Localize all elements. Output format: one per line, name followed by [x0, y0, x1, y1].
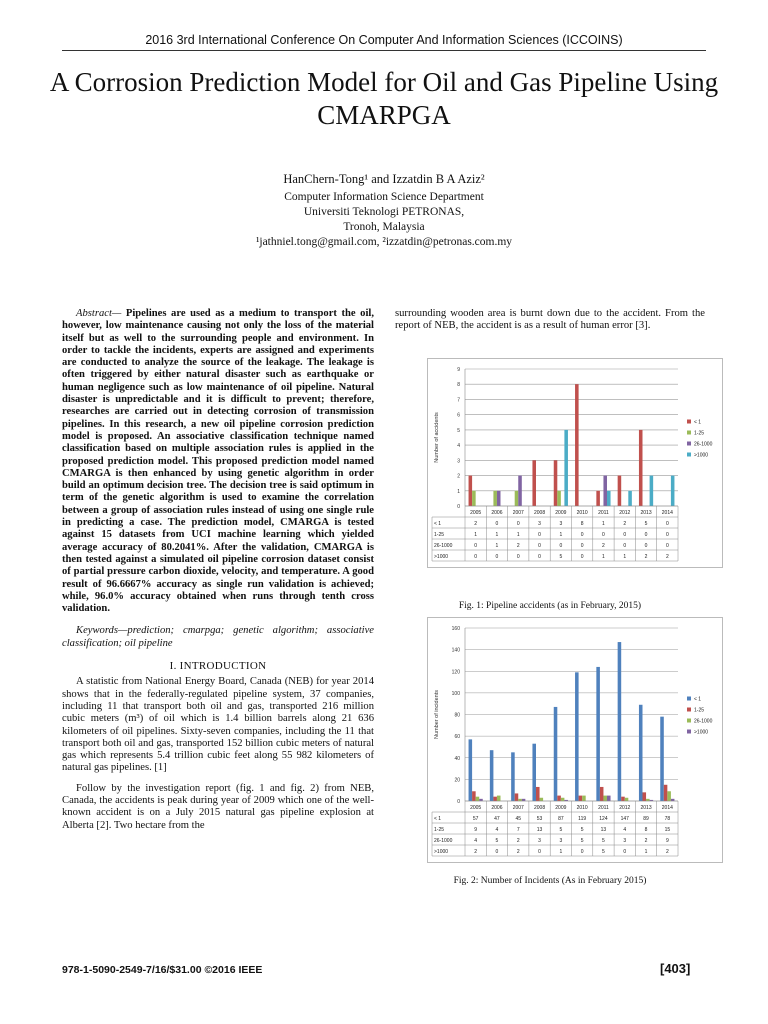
authors: HanChern-Tong¹ and Izzatdin B A Aziz² — [283, 172, 485, 186]
table-cell: 2 — [665, 849, 669, 855]
bar-261000 — [540, 798, 544, 801]
y-axis-label: Number of accidents — [434, 412, 440, 463]
bar-1 — [532, 744, 536, 801]
table-cell: 1 — [495, 543, 499, 549]
bar-125 — [557, 796, 561, 801]
keywords: Keywords—prediction; cmarpga; genetic algorithm; associative classification; oil pipeline — [62, 625, 374, 649]
table-cell: 78 — [664, 816, 671, 822]
table-cell: 89 — [643, 816, 649, 822]
bar-125 — [493, 797, 497, 801]
x-category-label: 2013 — [640, 805, 652, 811]
table-cell: 2 — [516, 849, 520, 855]
y-tick-label: 40 — [454, 755, 460, 762]
bar-125 — [664, 785, 668, 801]
paper-title: A Corrosion Prediction Model for Oil and Gas Pipeline Using CMARPGA — [49, 67, 719, 130]
table-cell: 5 — [580, 838, 584, 844]
x-category-label: 2008 — [533, 510, 546, 516]
y-tick-label: 160 — [451, 626, 460, 632]
y-tick-label: 0 — [457, 504, 460, 510]
bar-125 — [515, 793, 519, 801]
bar-1 — [639, 430, 643, 506]
x-category-label: 2011 — [598, 805, 609, 811]
bar-1 — [554, 460, 558, 506]
x-category-label: 2005 — [470, 805, 482, 811]
bar-1000 — [671, 476, 675, 506]
table-cell: 57 — [472, 816, 479, 822]
bar-1000 — [607, 491, 611, 506]
y-axis-label: Number of incidents — [434, 690, 440, 739]
table-cell: 1 — [602, 521, 605, 527]
table-cell: 1 — [559, 849, 563, 855]
table-cell: 2 — [474, 849, 478, 855]
table-cell: 0 — [538, 543, 541, 549]
bar-1 — [660, 717, 664, 801]
bar-125 — [493, 491, 497, 506]
bar-261000 — [561, 798, 565, 801]
y-tick-label: 8 — [457, 382, 460, 389]
table-cell: 5 — [559, 827, 563, 833]
x-category-label: 2005 — [470, 510, 482, 516]
y-tick-label: 1 — [457, 488, 460, 495]
legend-label: 1-25 — [694, 707, 705, 714]
table-cell: 0 — [538, 849, 541, 855]
x-category-label: 2008 — [533, 805, 546, 811]
body-paragraph: Follow by the investigation report (fig. 1 and fig. 2) from NEB, Canada, the accidents is peak during year of 2009 which one of the well-known accident is on a July 2015 natural gas pipeline explosion at Alberta [2]. Two hectare from the — [62, 782, 374, 831]
bar-1 — [469, 739, 473, 801]
legend-label: < 1 — [694, 696, 702, 703]
bar-1000 — [650, 476, 654, 506]
y-tick-label: 6 — [457, 412, 460, 419]
y-tick-label: 9 — [457, 367, 460, 373]
bar-261000 — [518, 476, 522, 506]
bar-1000 — [522, 799, 526, 801]
table-cell: 45 — [515, 816, 522, 822]
bar-1 — [618, 642, 622, 801]
bar-261000 — [476, 797, 480, 801]
table-cell: 3 — [538, 838, 541, 844]
legend-swatch — [687, 697, 691, 701]
bar-1 — [639, 705, 643, 801]
table-cell: 2 — [644, 554, 648, 560]
table-cell: 1 — [516, 532, 520, 538]
table-cell: 0 — [580, 532, 584, 538]
bar-125 — [557, 491, 561, 506]
bar-1 — [532, 460, 536, 506]
table-cell: 0 — [474, 554, 478, 560]
y-tick-label: 7 — [457, 397, 460, 404]
legend-label: 26-1000 — [694, 718, 713, 725]
page-number: [403] — [660, 961, 691, 976]
bar-261000 — [603, 476, 607, 506]
x-category-label: 2014 — [661, 510, 673, 516]
table-cell: 0 — [644, 543, 648, 549]
table-cell: 4 — [474, 838, 478, 844]
table-cell: 5 — [495, 838, 499, 844]
table-cell: 3 — [538, 521, 541, 527]
table-row-label: >1000 — [434, 554, 449, 560]
right-column — [395, 308, 705, 333]
table-cell: 5 — [602, 849, 605, 855]
legend-label: 26-1000 — [694, 441, 713, 448]
bar-1000 — [607, 796, 611, 801]
bar-261000 — [625, 798, 629, 801]
legend-swatch — [687, 719, 691, 723]
y-tick-label: 20 — [454, 777, 460, 784]
table-cell: 47 — [494, 816, 500, 822]
abstract-label: Abstract— — [76, 308, 122, 319]
bar-261000 — [497, 796, 501, 801]
table-cell: 2 — [516, 543, 520, 549]
table-cell: 3 — [559, 838, 563, 844]
table-cell: 0 — [516, 521, 520, 527]
table-cell: 0 — [580, 554, 584, 560]
table-cell: 1 — [495, 532, 499, 538]
table-cell: 5 — [559, 554, 563, 560]
y-tick-label: 120 — [451, 669, 460, 676]
table-row-label: < 1 — [434, 521, 442, 527]
footer-isbn: 978-1-5090-2549-7/16/$31.00 ©2016 IEEE — [62, 964, 263, 976]
x-category-label: 2007 — [512, 805, 524, 811]
table-cell: 5 — [580, 827, 584, 833]
x-category-label: 2012 — [619, 805, 631, 811]
bar-1 — [575, 384, 579, 506]
table-cell: 0 — [516, 554, 520, 560]
figure-2-caption: Fig. 2: Number of Incidents (As in February 2015) — [453, 876, 647, 886]
table-cell: 0 — [538, 554, 541, 560]
x-category-label: 2006 — [491, 510, 503, 516]
x-category-label: 2011 — [598, 510, 609, 516]
table-cell: 0 — [474, 543, 478, 549]
x-category-label: 2012 — [619, 510, 631, 516]
figure-2-chart — [427, 617, 723, 863]
x-category-label: 2013 — [640, 510, 652, 516]
table-cell: 0 — [665, 532, 669, 538]
table-cell: 1 — [602, 554, 605, 560]
table-cell: 5 — [602, 838, 605, 844]
y-tick-label: 2 — [457, 473, 460, 480]
legend-swatch — [687, 420, 691, 424]
abstract-text: Pipelines are used as a medium to transport the oil, however, low maintenance causing not only the loss of the material itself but as well to the surrounding people and environment. In order to tackle the incidents, experts are assigned and experiments are conducted to analyze the source of the leakage. The leakage is often triggered by either natural disaster such as earthquake or human negligence such as low maintenance of oil pipeline. Natural disaster is unpredictable and it is difficult to prevent; therefore, researches are carried out in detecting corrosion of transmission pipelines. In this research, a new oil pipeline corrosion prediction model is proposed. An associative classification technique named classification based on multiple association rules is applied in the proposed prediction model. This proposed prediction model named CMARGA is then enhanced by using genetic algorithm in order build an optimum decision tree. The decision tree is said optimum in term of the genetic algorithm is used to examine the correlation between a group of association rules instead of using one single rule in predicting a case. The prediction model, CMARGA is tested against 15 datasets from UCI machine learning which yielded average accuracy of 80.2041%. After the validation, CMARGA is then tested against a simulated oil pipeline corrosion dataset consist of partial pressure carbon dioxide, velocity, and temperature. A good result of 96.6667% accuracy as single run validation is achieved; while, 96.0% accuracy obtained when runs through tenth cross validation. — [62, 308, 374, 615]
table-row-label: 26-1000 — [434, 838, 453, 844]
bar-125 — [515, 491, 519, 506]
table-row-label: < 1 — [434, 816, 442, 822]
bar-261000 — [518, 799, 522, 801]
bar-261000 — [667, 791, 671, 801]
table-cell: 124 — [599, 816, 608, 822]
table-row-label: 26-1000 — [434, 543, 453, 549]
table-cell: 9 — [665, 838, 669, 844]
table-cell: 0 — [644, 532, 648, 538]
affiliation-line: Universiti Teknologi PETRONAS, — [303, 206, 465, 218]
x-category-label: 2006 — [491, 805, 503, 811]
left-column — [62, 308, 374, 840]
table-row-label: >1000 — [434, 849, 449, 855]
legend-swatch — [687, 442, 691, 446]
table-cell: 87 — [558, 816, 564, 822]
bar-261000 — [582, 796, 586, 801]
bar-1 — [469, 476, 473, 506]
table-row-label: 1-25 — [434, 532, 445, 538]
body-paragraph: A statistic from National Energy Board, Canada (NEB) for year 2014 shows that in the federally-regulated pipeline system, 37 companies, including 11 that transport both oil and gas, transported 216 million cubic meters (m³) of oil which is 1.4 billion barrels along 21 636 kilometers of oil pipelines. Sixty-seven companies, including the 11 that transport both oil and gas, transported 152 billion cubic meters of natural gas which represents 5.4 trillion cubic feet along 55 982 kilometers of natural gas pipelines. [1] — [62, 676, 374, 774]
x-category-label: 2009 — [555, 510, 567, 516]
legend-label: < 1 — [694, 419, 702, 426]
table-cell: 0 — [665, 521, 669, 527]
x-category-label: 2010 — [576, 510, 588, 516]
bar-125 — [579, 796, 583, 801]
table-cell: 9 — [474, 827, 478, 833]
y-tick-label: 80 — [454, 712, 460, 719]
table-cell: 2 — [516, 838, 520, 844]
table-cell: 13 — [536, 827, 543, 833]
y-tick-label: 140 — [451, 647, 460, 654]
table-cell: 0 — [580, 543, 584, 549]
table-cell: 0 — [559, 543, 563, 549]
affiliation-line: Tronoh, Malaysia — [343, 221, 425, 233]
table-cell: 5 — [644, 521, 648, 527]
bar-1000 — [564, 430, 568, 506]
table-cell: 4 — [623, 827, 627, 833]
table-cell: 0 — [495, 849, 499, 855]
table-cell: 1 — [474, 532, 478, 538]
bar-261000 — [646, 799, 650, 801]
table-cell: 0 — [623, 849, 627, 855]
affiliation-line: Computer Information Science Department — [284, 191, 484, 203]
bar-1 — [596, 667, 600, 801]
table-cell: 2 — [644, 838, 648, 844]
y-tick-label: 4 — [457, 443, 460, 450]
legend-label: >1000 — [694, 729, 709, 736]
y-tick-label: 100 — [451, 690, 460, 697]
table-cell: 0 — [538, 532, 541, 538]
legend-swatch — [687, 453, 691, 457]
table-cell: 8 — [644, 827, 648, 833]
bar-125 — [621, 797, 625, 801]
table-cell: 8 — [580, 521, 584, 527]
bar-1000 — [671, 799, 675, 801]
figure-1-caption: Fig. 1: Pipeline accidents (as in February, 2015) — [458, 601, 642, 611]
table-cell: 2 — [665, 554, 669, 560]
table-cell: 0 — [665, 543, 669, 549]
table-cell: 3 — [559, 521, 563, 527]
bar-1 — [490, 750, 494, 801]
y-tick-label: 5 — [457, 427, 460, 434]
author-block — [0, 172, 768, 250]
table-cell: 119 — [578, 816, 587, 822]
bar-1 — [575, 672, 579, 801]
table-cell: 0 — [623, 532, 627, 538]
table-cell: 15 — [664, 827, 671, 833]
bar-261000 — [497, 491, 501, 506]
table-cell: 0 — [580, 849, 584, 855]
table-cell: 1 — [559, 532, 563, 538]
table-row-label: 1-25 — [434, 827, 445, 833]
body-paragraph: surrounding wooden area is burnt down due to the accident. From the report of NEB, the accident is as a result of human error [3]. — [395, 308, 705, 332]
table-cell: 7 — [516, 827, 520, 833]
bar-125 — [472, 491, 476, 506]
table-cell: 1 — [644, 849, 648, 855]
legend-swatch — [687, 730, 691, 734]
abstract — [62, 308, 374, 615]
table-cell: 2 — [623, 521, 627, 527]
legend-swatch — [687, 431, 691, 435]
bar-125 — [536, 787, 540, 801]
bar-1 — [554, 707, 558, 801]
table-cell: 0 — [495, 521, 499, 527]
legend-label: 1-25 — [694, 430, 705, 437]
x-category-label: 2009 — [555, 805, 567, 811]
legend-swatch — [687, 708, 691, 712]
y-tick-label: 0 — [457, 799, 460, 805]
table-cell: 2 — [474, 521, 478, 527]
table-cell: 1 — [623, 554, 627, 560]
bar-1 — [618, 476, 622, 506]
x-category-label: 2007 — [512, 510, 524, 516]
table-cell: 53 — [536, 816, 543, 822]
bar-1000 — [628, 491, 632, 506]
legend-label: >1000 — [694, 452, 709, 459]
bar-125 — [643, 792, 647, 801]
table-cell: 13 — [600, 827, 607, 833]
table-cell: 147 — [620, 816, 629, 822]
x-category-label: 2010 — [576, 805, 588, 811]
table-cell: 4 — [495, 827, 499, 833]
table-cell: 0 — [495, 554, 499, 560]
header-rule — [62, 50, 706, 51]
y-tick-label: 3 — [457, 458, 460, 465]
bar-1 — [511, 752, 515, 801]
section-heading: I. INTRODUCTION — [169, 660, 267, 673]
table-cell: 0 — [602, 532, 605, 538]
bar-1000 — [479, 799, 483, 801]
conference-header: 2016 3rd International Conference On Computer And Information Sciences (ICCOINS) — [145, 33, 623, 47]
bar-1 — [596, 491, 600, 506]
bar-125 — [600, 787, 604, 801]
x-category-label: 2014 — [661, 805, 673, 811]
table-cell: 3 — [623, 838, 627, 844]
bar-261000 — [603, 796, 607, 801]
table-cell: 0 — [623, 543, 627, 549]
table-cell: 2 — [602, 543, 605, 549]
bar-125 — [472, 791, 476, 801]
y-tick-label: 60 — [454, 734, 460, 741]
author-emails: ¹jathniel.tong@gmail.com, ²izzatdin@petronas.com.my — [255, 236, 513, 248]
figure-1-chart — [427, 358, 723, 568]
